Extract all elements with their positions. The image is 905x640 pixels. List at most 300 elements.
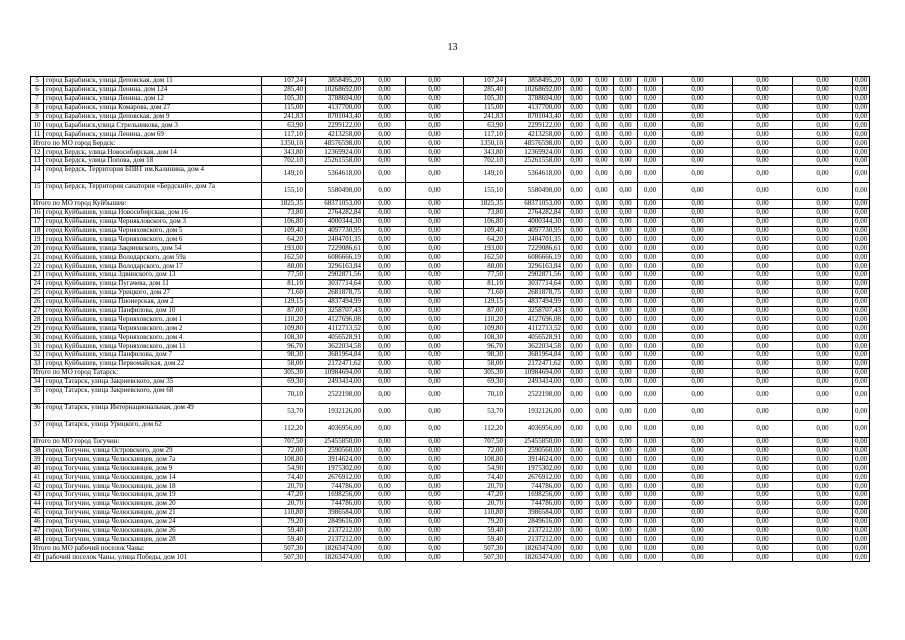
- value-cell: 117,10: [464, 130, 506, 139]
- table-row: [31, 103, 870, 112]
- value-cell: 0,00: [638, 351, 663, 360]
- value-cell: 0,00: [590, 103, 614, 112]
- value-cell: 0,00: [564, 271, 590, 280]
- value-cell: 0,00: [663, 199, 733, 208]
- value-cell: 0,00: [663, 482, 733, 491]
- value-cell: 1350,10: [464, 139, 506, 148]
- value-cell: 0,00: [853, 85, 870, 94]
- value-cell: 0,00: [364, 112, 406, 121]
- cost-cell: 3258707,43: [306, 306, 364, 315]
- value-cell: 2849616,00: [506, 517, 564, 526]
- value-cell: 0,00: [564, 199, 590, 208]
- address-cell: город Тогучин, улица Челюскинцев, дом 26: [44, 526, 262, 535]
- value-cell: 0,00: [638, 130, 663, 139]
- value-cell: 0,00: [733, 342, 793, 351]
- table-row: [31, 244, 870, 253]
- value-cell: 0,00: [564, 517, 590, 526]
- area-cell: 79,20: [262, 517, 306, 526]
- value-cell: 0,00: [614, 262, 638, 271]
- value-cell: 0,00: [564, 85, 590, 94]
- value-cell: 1825,35: [464, 199, 506, 208]
- value-cell: 96,70: [464, 342, 506, 351]
- value-cell: 0,00: [614, 508, 638, 517]
- row-number-cell: 39: [31, 455, 44, 464]
- value-cell: 0,00: [406, 217, 464, 226]
- value-cell: 0,00: [638, 368, 663, 377]
- area-cell: 702,10: [262, 157, 306, 166]
- area-cell: 20,70: [262, 499, 306, 508]
- value-cell: 59,40: [464, 526, 506, 535]
- total-label-cell: Итого по МО город Татарск:: [31, 368, 262, 377]
- value-cell: 0,00: [564, 544, 590, 553]
- value-cell: 0,00: [590, 403, 614, 420]
- address-cell: город Татарск, улица Урицкого, дом 62: [44, 420, 262, 437]
- area-cell: 69,30: [262, 377, 306, 386]
- value-cell: 0,00: [638, 288, 663, 297]
- value-cell: 0,00: [733, 517, 793, 526]
- value-cell: 0,00: [663, 157, 733, 166]
- value-cell: 0,00: [853, 544, 870, 553]
- value-cell: 0,00: [853, 446, 870, 455]
- address-cell: город Бердск, улица Новосибирская, дом 14: [44, 148, 262, 157]
- area-cell: 343,80: [262, 148, 306, 157]
- row-number-cell: 49: [31, 553, 44, 562]
- value-cell: 0,00: [564, 499, 590, 508]
- value-cell: 0,00: [364, 279, 406, 288]
- value-cell: 1932126,00: [506, 403, 564, 420]
- value-cell: 0,00: [406, 535, 464, 544]
- value-cell: 0,00: [663, 130, 733, 139]
- value-cell: 2493414,00: [506, 377, 564, 386]
- value-cell: 0,00: [364, 446, 406, 455]
- cost-cell: 25261558,00: [306, 157, 364, 166]
- area-cell: 162,50: [262, 253, 306, 262]
- value-cell: 0,00: [590, 244, 614, 253]
- value-cell: 0,00: [364, 359, 406, 368]
- value-cell: 18263474,00: [506, 544, 564, 553]
- cost-cell: 1932126,00: [306, 403, 364, 420]
- value-cell: 0,00: [638, 112, 663, 121]
- value-cell: 0,00: [853, 157, 870, 166]
- value-cell: 0,00: [793, 490, 853, 499]
- value-cell: 0,00: [663, 437, 733, 446]
- table-row: [31, 553, 870, 562]
- value-cell: 0,00: [733, 165, 793, 182]
- value-cell: 0,00: [663, 139, 733, 148]
- value-cell: 0,00: [663, 368, 733, 377]
- value-cell: 0,00: [406, 342, 464, 351]
- value-cell: 0,00: [364, 199, 406, 208]
- value-cell: 115,00: [464, 103, 506, 112]
- value-cell: 0,00: [638, 446, 663, 455]
- value-cell: 0,00: [364, 235, 406, 244]
- value-cell: 0,00: [793, 420, 853, 437]
- value-cell: 0,00: [614, 553, 638, 562]
- value-cell: 0,00: [406, 499, 464, 508]
- table-total-row: [31, 544, 870, 553]
- table-total-row: [31, 199, 870, 208]
- value-cell: 0,00: [638, 253, 663, 262]
- value-cell: 5364618,00: [506, 165, 564, 182]
- value-cell: 0,00: [733, 226, 793, 235]
- table-row: [31, 112, 870, 121]
- value-cell: 0,00: [663, 288, 733, 297]
- area-cell: 155,10: [262, 182, 306, 199]
- value-cell: 0,00: [853, 386, 870, 403]
- value-cell: 0,00: [733, 377, 793, 386]
- value-cell: 0,00: [793, 244, 853, 253]
- row-number-cell: 7: [31, 94, 44, 103]
- row-number-cell: 12: [31, 148, 44, 157]
- area-cell: 285,40: [262, 85, 306, 94]
- value-cell: 112,20: [464, 420, 506, 437]
- row-number-cell: 10: [31, 121, 44, 130]
- value-cell: 0,00: [733, 157, 793, 166]
- address-cell: город Тогучин, улица Челюскинцев, дом 24: [44, 517, 262, 526]
- value-cell: 707,50: [464, 437, 506, 446]
- value-cell: 0,00: [406, 437, 464, 446]
- row-number-cell: 46: [31, 517, 44, 526]
- value-cell: 0,00: [406, 77, 464, 86]
- value-cell: 0,00: [614, 403, 638, 420]
- value-cell: 0,00: [638, 544, 663, 553]
- value-cell: 0,00: [793, 473, 853, 482]
- value-cell: 0,00: [364, 121, 406, 130]
- address-cell: город Куйбышев, улица Володарского, дом 59а: [44, 253, 262, 262]
- value-cell: 0,00: [793, 288, 853, 297]
- row-number-cell: 25: [31, 288, 44, 297]
- value-cell: 0,00: [638, 199, 663, 208]
- area-cell: 117,10: [262, 130, 306, 139]
- value-cell: 0,00: [564, 235, 590, 244]
- address-cell: город Барабинск, улица Деповская, дом 9: [44, 112, 262, 121]
- value-cell: 0,00: [853, 139, 870, 148]
- value-cell: 0,00: [614, 535, 638, 544]
- value-cell: 0,00: [663, 235, 733, 244]
- value-cell: 0,00: [364, 271, 406, 280]
- value-cell: 0,00: [853, 526, 870, 535]
- area-cell: 106,80: [262, 217, 306, 226]
- value-cell: 0,00: [663, 526, 733, 535]
- value-cell: 0,00: [590, 112, 614, 121]
- address-cell: город Татарск, улица Закриевского, дом 68: [44, 386, 262, 403]
- value-cell: 0,00: [590, 351, 614, 360]
- value-cell: 0,00: [564, 157, 590, 166]
- address-cell: город Куйбышев, улица Пионерская, дом 2: [44, 297, 262, 306]
- value-cell: 0,00: [638, 271, 663, 280]
- value-cell: 0,00: [638, 553, 663, 562]
- value-cell: 0,00: [733, 121, 793, 130]
- value-cell: 0,00: [406, 315, 464, 324]
- value-cell: 0,00: [663, 499, 733, 508]
- value-cell: 0,00: [564, 377, 590, 386]
- value-cell: 0,00: [638, 517, 663, 526]
- table-row: [31, 262, 870, 271]
- row-number-cell: 44: [31, 499, 44, 508]
- total-label-cell: Итого по МО город Тогучин:: [31, 437, 262, 446]
- table-row: [31, 386, 870, 403]
- address-cell: город Тогучин, улица Челюскинцев, дом 20: [44, 499, 262, 508]
- value-cell: 0,00: [614, 526, 638, 535]
- value-cell: 0,00: [733, 139, 793, 148]
- row-number-cell: 32: [31, 351, 44, 360]
- value-cell: 0,00: [614, 279, 638, 288]
- value-cell: 25455850,00: [506, 437, 564, 446]
- value-cell: 0,00: [733, 535, 793, 544]
- value-cell: 0,00: [564, 464, 590, 473]
- area-cell: 71,60: [262, 288, 306, 297]
- value-cell: 0,00: [590, 359, 614, 368]
- table-row: [31, 333, 870, 342]
- value-cell: 0,00: [853, 94, 870, 103]
- value-cell: 0,00: [406, 368, 464, 377]
- address-cell: город Куйбышев, улица Панфилова, дом 10: [44, 306, 262, 315]
- value-cell: 0,00: [663, 226, 733, 235]
- value-cell: 0,00: [793, 148, 853, 157]
- total-label-cell: Итого по МО город Куйбышев:: [31, 199, 262, 208]
- value-cell: 0,00: [793, 508, 853, 517]
- value-cell: 18263474,00: [506, 553, 564, 562]
- table-row: [31, 148, 870, 157]
- value-cell: 0,00: [638, 403, 663, 420]
- value-cell: 0,00: [614, 235, 638, 244]
- cost-cell: 3986584,00: [306, 508, 364, 517]
- address-cell: город Барабинск, улица Ленина, дом 124: [44, 85, 262, 94]
- value-cell: 0,00: [793, 235, 853, 244]
- value-cell: 0,00: [638, 535, 663, 544]
- address-cell: город Куйбышев, улица Здвинского, дом 13: [44, 271, 262, 280]
- table-row: [31, 359, 870, 368]
- table-row: [31, 464, 870, 473]
- value-cell: 0,00: [638, 208, 663, 217]
- value-cell: 0,00: [638, 306, 663, 315]
- row-number-cell: 23: [31, 271, 44, 280]
- value-cell: 0,00: [853, 244, 870, 253]
- address-cell: город Куйбышев, улица Черняховского, дом 5: [44, 226, 262, 235]
- value-cell: 0,00: [614, 94, 638, 103]
- value-cell: 2522198,00: [506, 386, 564, 403]
- value-cell: 0,00: [590, 544, 614, 553]
- value-cell: 0,00: [614, 517, 638, 526]
- value-cell: 0,00: [590, 235, 614, 244]
- area-cell: 112,20: [262, 420, 306, 437]
- table-row: [31, 324, 870, 333]
- value-cell: 0,00: [638, 526, 663, 535]
- cost-cell: 2137212,00: [306, 535, 364, 544]
- value-cell: 0,00: [364, 297, 406, 306]
- value-cell: 20,70: [464, 499, 506, 508]
- area-cell: 1825,35: [262, 199, 306, 208]
- value-cell: 0,00: [638, 473, 663, 482]
- value-cell: 0,00: [663, 112, 733, 121]
- value-cell: 0,00: [590, 517, 614, 526]
- value-cell: 0,00: [793, 306, 853, 315]
- value-cell: 0,00: [364, 208, 406, 217]
- area-cell: 98,30: [262, 351, 306, 360]
- value-cell: 0,00: [614, 499, 638, 508]
- address-cell: город Бердск, Территория БПВТ им.Калинина, дом 4: [44, 165, 262, 182]
- total-label-cell: Итого по МО рабочий поселок Чаны:: [31, 544, 262, 553]
- value-cell: 0,00: [793, 368, 853, 377]
- area-cell: 96,70: [262, 342, 306, 351]
- value-cell: 0,00: [733, 420, 793, 437]
- value-cell: 0,00: [406, 94, 464, 103]
- value-cell: 59,40: [464, 535, 506, 544]
- value-cell: 0,00: [564, 139, 590, 148]
- value-cell: 0,00: [793, 324, 853, 333]
- value-cell: 108,30: [464, 333, 506, 342]
- table-row: [31, 517, 870, 526]
- value-cell: 0,00: [406, 473, 464, 482]
- table-row: [31, 473, 870, 482]
- area-cell: 109,40: [262, 226, 306, 235]
- table-row: [31, 306, 870, 315]
- value-cell: 0,00: [614, 342, 638, 351]
- table-row: [31, 446, 870, 455]
- value-cell: 0,00: [564, 446, 590, 455]
- value-cell: 0,00: [733, 437, 793, 446]
- cost-cell: 18263474,00: [306, 544, 364, 553]
- table-row: [31, 121, 870, 130]
- value-cell: 0,00: [663, 271, 733, 280]
- value-cell: 0,00: [853, 464, 870, 473]
- cost-cell: 10268692,00: [306, 85, 364, 94]
- value-cell: 0,00: [614, 490, 638, 499]
- value-cell: 744786,00: [506, 499, 564, 508]
- value-cell: 87,00: [464, 306, 506, 315]
- cost-cell: 5580498,00: [306, 182, 364, 199]
- area-cell: 73,80: [262, 208, 306, 217]
- value-cell: 0,00: [663, 359, 733, 368]
- value-cell: 3258707,43: [506, 306, 564, 315]
- value-cell: 0,00: [614, 544, 638, 553]
- value-cell: 0,00: [614, 165, 638, 182]
- cost-cell: 5364618,00: [306, 165, 364, 182]
- address-cell: город Куйбышев, улица Первомайская, дом 22: [44, 359, 262, 368]
- value-cell: 0,00: [364, 464, 406, 473]
- row-number-cell: 41: [31, 473, 44, 482]
- value-cell: 88,00: [464, 262, 506, 271]
- value-cell: 0,00: [614, 482, 638, 491]
- table-row: [31, 226, 870, 235]
- value-cell: 3296163,84: [506, 262, 564, 271]
- table-row: [31, 208, 870, 217]
- value-cell: 149,10: [464, 165, 506, 182]
- value-cell: 0,00: [733, 297, 793, 306]
- area-cell: 59,40: [262, 535, 306, 544]
- value-cell: 0,00: [364, 377, 406, 386]
- address-cell: город Барабинск, улица Ленина, дом 12: [44, 94, 262, 103]
- value-cell: 0,00: [853, 473, 870, 482]
- address-cell: город Бердск, Территория санатория «Бердский», дом 7а: [44, 182, 262, 199]
- value-cell: 0,00: [793, 94, 853, 103]
- row-number-cell: 19: [31, 235, 44, 244]
- value-cell: 0,00: [590, 85, 614, 94]
- area-cell: 305,30: [262, 368, 306, 377]
- value-cell: 0,00: [793, 157, 853, 166]
- row-number-cell: 11: [31, 130, 44, 139]
- value-cell: 0,00: [853, 235, 870, 244]
- value-cell: 4000344,30: [506, 217, 564, 226]
- value-cell: 0,00: [614, 226, 638, 235]
- row-number-cell: 5: [31, 77, 44, 86]
- address-cell: город Барабинск, улица Комарова, дом 27: [44, 103, 262, 112]
- value-cell: 2172471,62: [506, 359, 564, 368]
- value-cell: 193,00: [464, 244, 506, 253]
- value-cell: 0,00: [406, 279, 464, 288]
- address-cell: город Куйбышев, улица Черняховского, дом 11: [44, 342, 262, 351]
- value-cell: 0,00: [663, 315, 733, 324]
- value-cell: 0,00: [564, 306, 590, 315]
- value-cell: 0,00: [364, 85, 406, 94]
- address-cell: город Тогучин, улица Челюскинцев, дом 18: [44, 482, 262, 491]
- value-cell: 0,00: [793, 517, 853, 526]
- value-cell: 0,00: [364, 244, 406, 253]
- value-cell: 0,00: [793, 85, 853, 94]
- value-cell: 47,20: [464, 490, 506, 499]
- value-cell: 0,00: [364, 77, 406, 86]
- value-cell: 0,00: [614, 148, 638, 157]
- value-cell: 0,00: [614, 130, 638, 139]
- value-cell: 0,00: [733, 306, 793, 315]
- value-cell: 0,00: [733, 482, 793, 491]
- value-cell: 0,00: [733, 94, 793, 103]
- value-cell: 2676912,00: [506, 473, 564, 482]
- row-number-cell: 13: [31, 157, 44, 166]
- value-cell: 0,00: [364, 553, 406, 562]
- value-cell: 0,00: [853, 199, 870, 208]
- value-cell: 0,00: [614, 121, 638, 130]
- value-cell: 0,00: [793, 386, 853, 403]
- value-cell: 0,00: [590, 199, 614, 208]
- value-cell: 6086666,19: [506, 253, 564, 262]
- area-cell: 59,40: [262, 526, 306, 535]
- row-number-cell: 33: [31, 359, 44, 368]
- value-cell: 0,00: [590, 157, 614, 166]
- value-cell: 0,00: [663, 324, 733, 333]
- value-cell: 162,50: [464, 253, 506, 262]
- value-cell: 0,00: [638, 85, 663, 94]
- row-number-cell: 21: [31, 253, 44, 262]
- value-cell: 0,00: [406, 517, 464, 526]
- area-cell: 108,30: [262, 333, 306, 342]
- value-cell: 109,40: [464, 226, 506, 235]
- row-number-cell: 18: [31, 226, 44, 235]
- row-number-cell: 34: [31, 377, 44, 386]
- value-cell: 0,00: [590, 535, 614, 544]
- cost-cell: 2493414,00: [306, 377, 364, 386]
- value-cell: 0,00: [564, 165, 590, 182]
- value-cell: 0,00: [364, 253, 406, 262]
- row-number-cell: 42: [31, 482, 44, 491]
- value-cell: 110,80: [464, 508, 506, 517]
- value-cell: 0,00: [853, 182, 870, 199]
- row-number-cell: 20: [31, 244, 44, 253]
- value-cell: 0,00: [564, 208, 590, 217]
- value-cell: 0,00: [733, 333, 793, 342]
- value-cell: 0,00: [853, 437, 870, 446]
- value-cell: 0,00: [663, 473, 733, 482]
- value-cell: 0,00: [853, 315, 870, 324]
- value-cell: 0,00: [853, 306, 870, 315]
- value-cell: 0,00: [733, 544, 793, 553]
- value-cell: 0,00: [364, 315, 406, 324]
- address-cell: город Куйбышев, улица Володарского, дом 17: [44, 262, 262, 271]
- value-cell: 0,00: [638, 359, 663, 368]
- value-cell: 10984694,00: [506, 368, 564, 377]
- cost-cell: 4137700,00: [306, 103, 364, 112]
- value-cell: 0,00: [364, 368, 406, 377]
